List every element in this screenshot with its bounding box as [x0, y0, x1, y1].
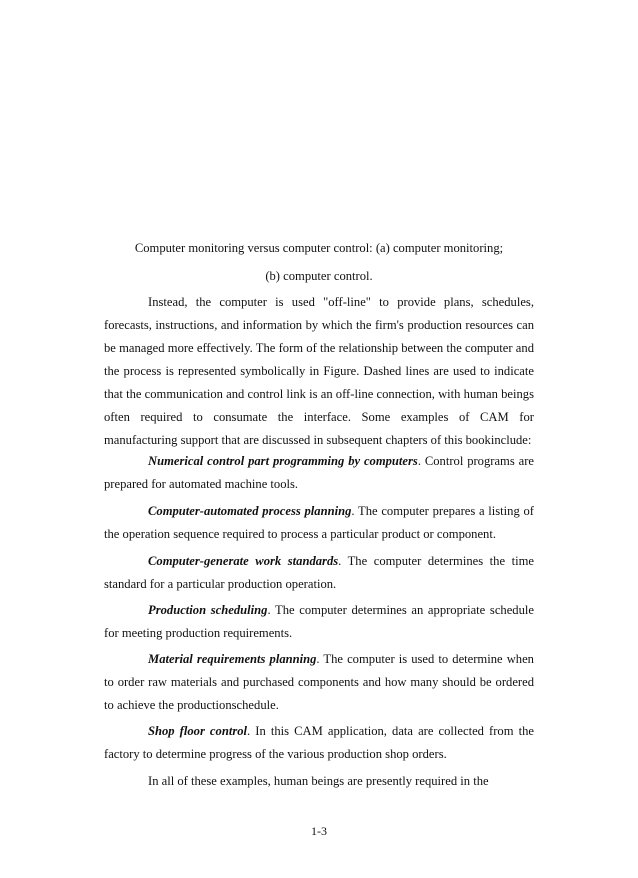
example-paragraph — [104, 450, 534, 496]
example-term: Production scheduling — [148, 603, 268, 617]
example-term: Material requirements planning — [148, 652, 317, 666]
example-term: Numerical control part programming by computers — [148, 454, 418, 468]
closing-line-text: In all of these examples, human beings are presently required in the — [148, 774, 489, 788]
example-text: . The computer determines an appropriate schedule for meeting production requirements. — [104, 603, 534, 640]
figure-caption-line-1: Computer monitoring versus computer control: (a) computer monitoring; — [134, 241, 504, 255]
example-paragraph — [104, 648, 534, 717]
example-paragraph — [104, 500, 534, 546]
example-term: Shop floor control — [148, 724, 248, 738]
example-term: Computer-generate work standards — [148, 554, 339, 568]
example-text: . The computer prepares a listing of the operation sequence required to process a particular product or component. — [104, 504, 534, 541]
example-term: Computer-automated process planning — [148, 504, 352, 518]
intro-paragraph-text: Instead, the computer is used "off-line" to provide plans, schedules, forecasts, instructions, and information by which the firm's production resources can be managed more effectively. The form of the relationship between the computer and the process is represented symbolically in Figure. Dashed lines are used to indicate that the communication and control link is an off-line connection, with human beings often required to consumate the interface. Some examples of CAM for manufacturing support that are discussed in subsequent chapters of this bookinclude: — [104, 295, 534, 447]
example-paragraph — [104, 550, 534, 596]
page-number: 1-3 — [311, 824, 327, 838]
example-paragraph — [104, 720, 534, 766]
closing-line — [104, 770, 534, 793]
example-paragraph — [104, 599, 534, 645]
example-text: . Control programs are prepared for automated machine tools. — [104, 454, 534, 491]
figure-caption-line-2: (b) computer control. — [265, 269, 373, 283]
example-text: . The computer determines the time standard for a particular production operation. — [104, 554, 534, 591]
example-text: . The computer is used to determine when to order raw materials and purchased components and how many should be ordered to achieve the productionschedule. — [104, 652, 534, 712]
example-text: . In this CAM application, data are collected from the factory to determine progress of the various production shop orders. — [104, 724, 534, 761]
intro-paragraph — [104, 291, 534, 452]
